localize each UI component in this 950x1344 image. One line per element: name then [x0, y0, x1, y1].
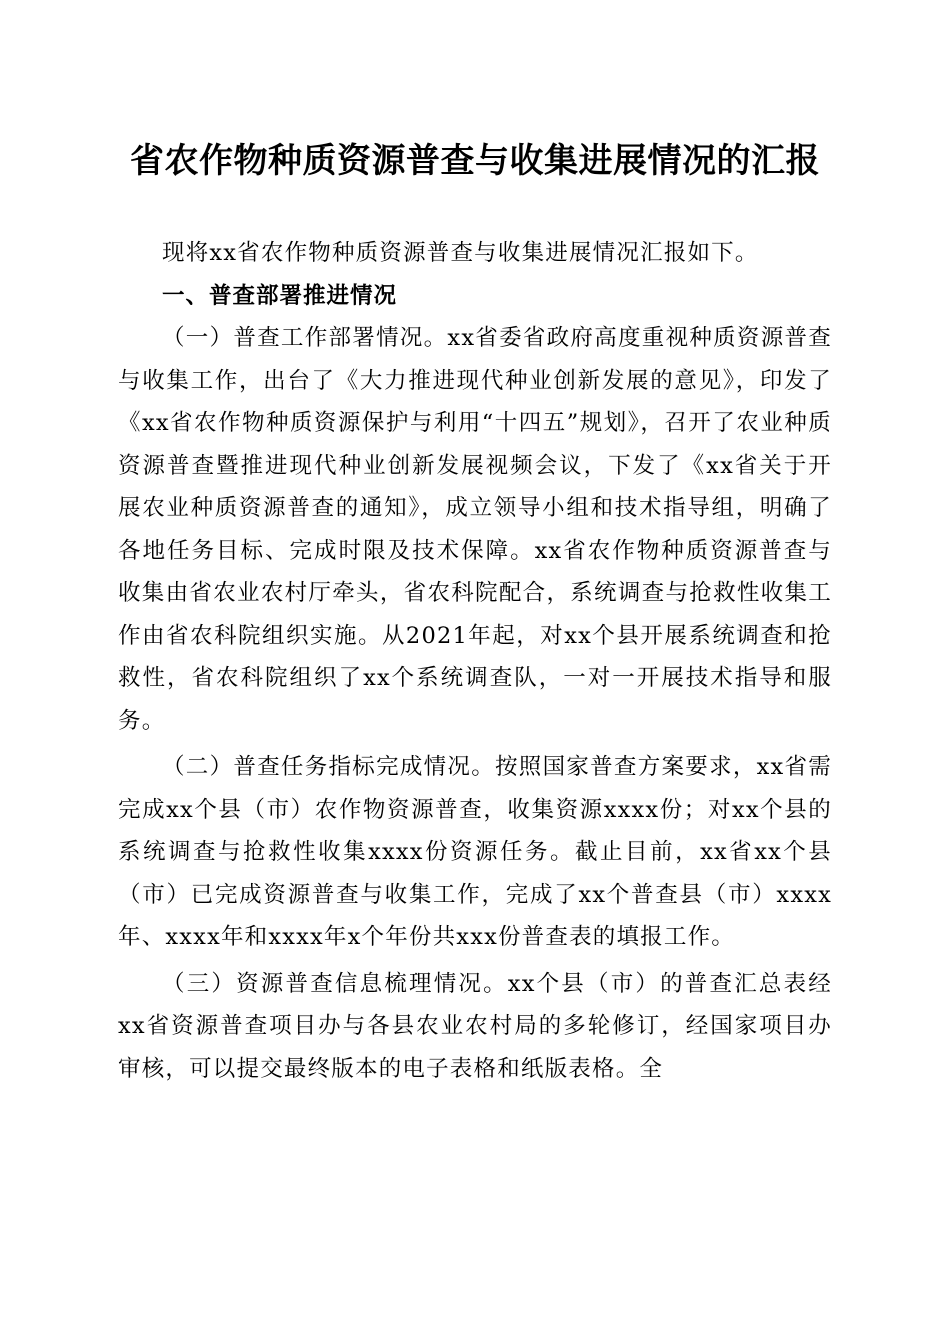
paragraph-info-review: （三）资源普查信息梳理情况。xx个县（市）的普查汇总表经xx省资源普查项目办与各县农业农村局的多轮修订，经国家项目办审核，可以提交最终版本的电子表格和纸版表格。全	[118, 970, 832, 1082]
section-heading: 一、普查部署推进情况	[162, 282, 398, 309]
intro-paragraph: 现将xx省农作物种质资源普查与收集进展情况汇报如下。	[162, 240, 759, 266]
paragraph-deployment: （一）普查工作部署情况。xx省委省政府高度重视种质资源普查与收集工作，出台了《大力推进现代种业创新发展的意见》，印发了《xx省农作物种质资源保护与利用“十四五”规划》，召开了农业种质资源普查暨推进现代种业创新发展视频会议，下发了《xx省关于开展农业种质资源普查的通知》，成立领导小组和技术指导组，明确了各地任务目标、完成时限及技术保障。xx省农作物种质资源普查与收集由省农业农村厅牵头，省农科院配合，系统调查与抢救性收集工作由省农科院组织实施。从2021年起，对xx个县开展系统调查和抢救性，省农科院组织了xx个系统调查队，一对一开展技术指导和服务。	[118, 325, 832, 734]
document-title: 省农作物种质资源普查与收集进展情况的汇报	[130, 141, 820, 181]
paragraph-task-completion: （二）普查任务指标完成情况。按照国家普查方案要求，xx省需完成xx个县（市）农作物资源普查，收集资源xxxx份；对xx个县的系统调查与抢救性收集xxxx份资源任务。截止目前，xx省xx个县（市）已完成资源普查与收集工作，完成了xx个普查县（市）xxxx年、xxxx年和xxxx年x个年份共xxx份普查表的填报工作。	[118, 754, 832, 950]
